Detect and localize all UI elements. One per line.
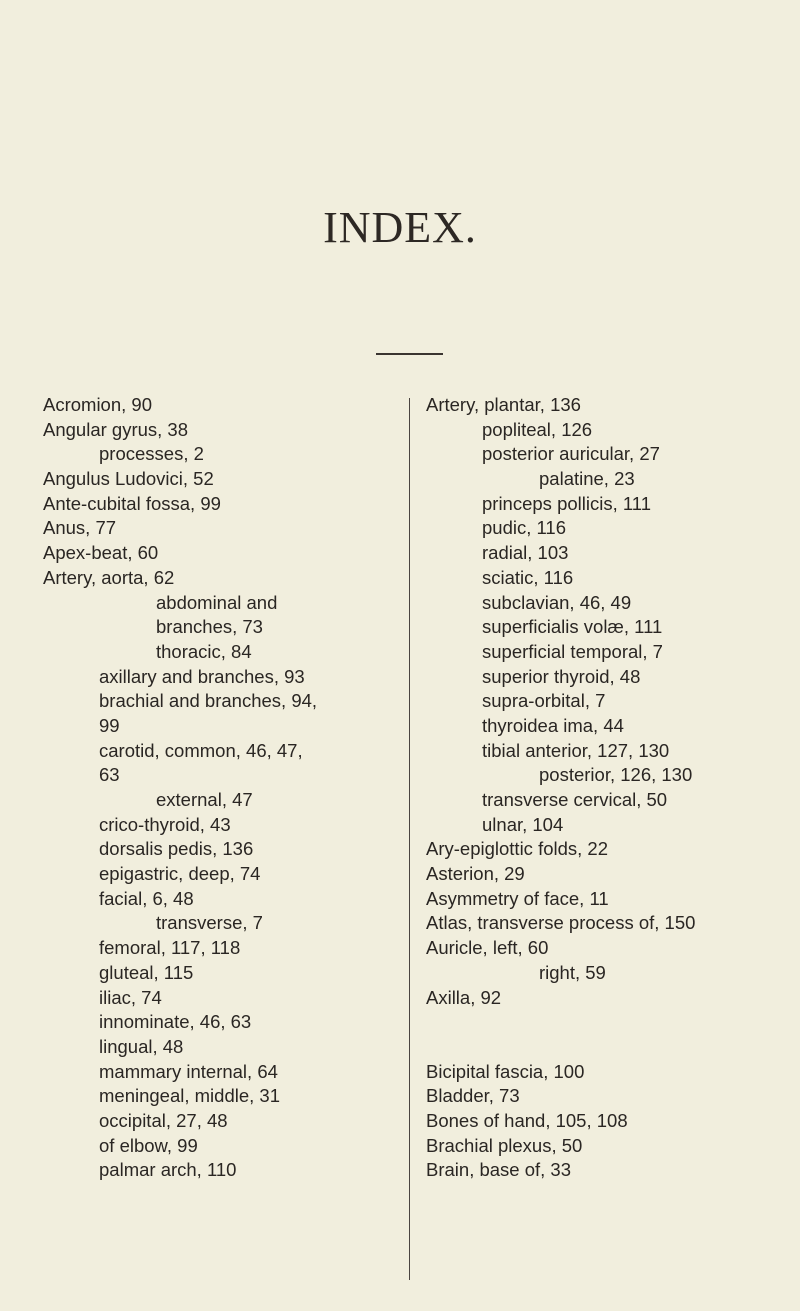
index-entry: femoral, 117, 118 — [99, 937, 241, 959]
index-entry: palatine, 23 — [539, 468, 635, 490]
index-entry: transverse cervical, 50 — [482, 789, 668, 810]
index-entry: thyroidea ima, 44 — [482, 714, 624, 736]
index-entry: palmar arch, 110 — [99, 1159, 237, 1181]
index-entry: epigastric, deep, 74 — [99, 863, 261, 885]
index-entry: superior thyroid, 48 — [482, 665, 641, 687]
index-entry: Artery, plantar, 136 — [426, 394, 581, 415]
index-entry: crico-thyroid, 43 — [99, 813, 231, 835]
title-rule — [376, 353, 443, 355]
index-entry: Atlas, transverse process of, 150 — [426, 912, 696, 934]
index-entry: Axilla, 92 — [426, 986, 502, 1008]
index-entry: external, 47 — [156, 789, 253, 810]
index-right-column — [426, 393, 798, 1183]
index-entry: Brachial plexus, 50 — [426, 1134, 583, 1156]
index-entry: Asterion, 29 — [426, 863, 525, 885]
index-entry: sciatic, 116 — [482, 566, 574, 588]
index-entry: Apex-beat, 60 — [43, 542, 159, 564]
index-entry: Ary-epiglottic folds, 22 — [426, 838, 609, 860]
index-entry: 99 — [99, 714, 120, 736]
index-entry: Angular gyrus, 38 — [43, 418, 189, 440]
index-entry: meningeal, middle, 31 — [99, 1085, 280, 1107]
index-entry: right, 59 — [539, 961, 606, 983]
index-entry: popliteal, 126 — [482, 418, 593, 440]
index-entry: abdominal and — [156, 591, 278, 613]
index-entry: pudic, 116 — [482, 517, 566, 539]
index-entry: supra-orbital, 7 — [482, 690, 606, 712]
index-entry: Artery, aorta, 62 — [43, 566, 175, 588]
index-entry: Bones of hand, 105, 108 — [426, 1109, 628, 1131]
index-entry: posterior auricular, 27 — [482, 443, 660, 465]
index-entry: branches, 73 — [156, 616, 263, 638]
index-entry: innominate, 46, 63 — [99, 1011, 252, 1033]
index-entry: axillary and branches, 93 — [99, 665, 305, 687]
index-entry: radial, 103 — [482, 542, 569, 564]
index-entry: tibial anterior, 127, 130 — [482, 739, 670, 761]
index-entry: facial, 6, 48 — [99, 887, 194, 909]
index-entry: Ante-cubital fossa, 99 — [43, 492, 221, 514]
index-entry: processes, 2 — [99, 443, 204, 465]
index-entry: carotid, common, 46, 47, — [99, 739, 303, 761]
column-divider — [409, 398, 410, 1280]
section-gap — [426, 1010, 798, 1059]
index-entry: superficial temporal, 7 — [482, 640, 663, 662]
index-entry: thoracic, 84 — [156, 640, 252, 662]
index-entry: Asymmetry of face, 11 — [426, 887, 609, 909]
index-entry: gluteal, 115 — [99, 961, 194, 983]
index-entry: Bicipital fascia, 100 — [426, 1060, 585, 1082]
index-entry: princeps pollicis, 111 — [482, 492, 651, 514]
index-entry: Auricle, left, 60 — [426, 937, 549, 959]
index-entry: brachial and branches, 94, — [99, 690, 318, 712]
index-entry: iliac, 74 — [99, 986, 162, 1008]
index-entry: Acromion, 90 — [43, 394, 152, 415]
index-entry: occipital, 27, 48 — [99, 1109, 228, 1131]
index-entry: ulnar, 104 — [482, 813, 564, 835]
index-entry: Angulus Ludovici, 52 — [43, 468, 214, 490]
index-entry: dorsalis pedis, 136 — [99, 838, 254, 860]
index-left-column — [43, 393, 401, 1183]
index-entry: mammary internal, 64 — [99, 1060, 278, 1082]
index-entry: subclavian, 46, 49 — [482, 591, 632, 613]
index-entry: posterior, 126, 130 — [539, 764, 693, 786]
index-entry: lingual, 48 — [99, 1035, 184, 1057]
index-entry: Brain, base of, 33 — [426, 1159, 572, 1181]
index-entry: transverse, 7 — [156, 912, 263, 934]
index-entry: Anus, 77 — [43, 517, 117, 539]
index-entry: superficialis volæ, 111 — [482, 616, 663, 638]
index-title: INDEX. — [323, 203, 477, 252]
index-entry: Bladder, 73 — [426, 1085, 520, 1107]
index-entry: 63 — [99, 764, 120, 786]
index-entry: of elbow, 99 — [99, 1134, 198, 1156]
